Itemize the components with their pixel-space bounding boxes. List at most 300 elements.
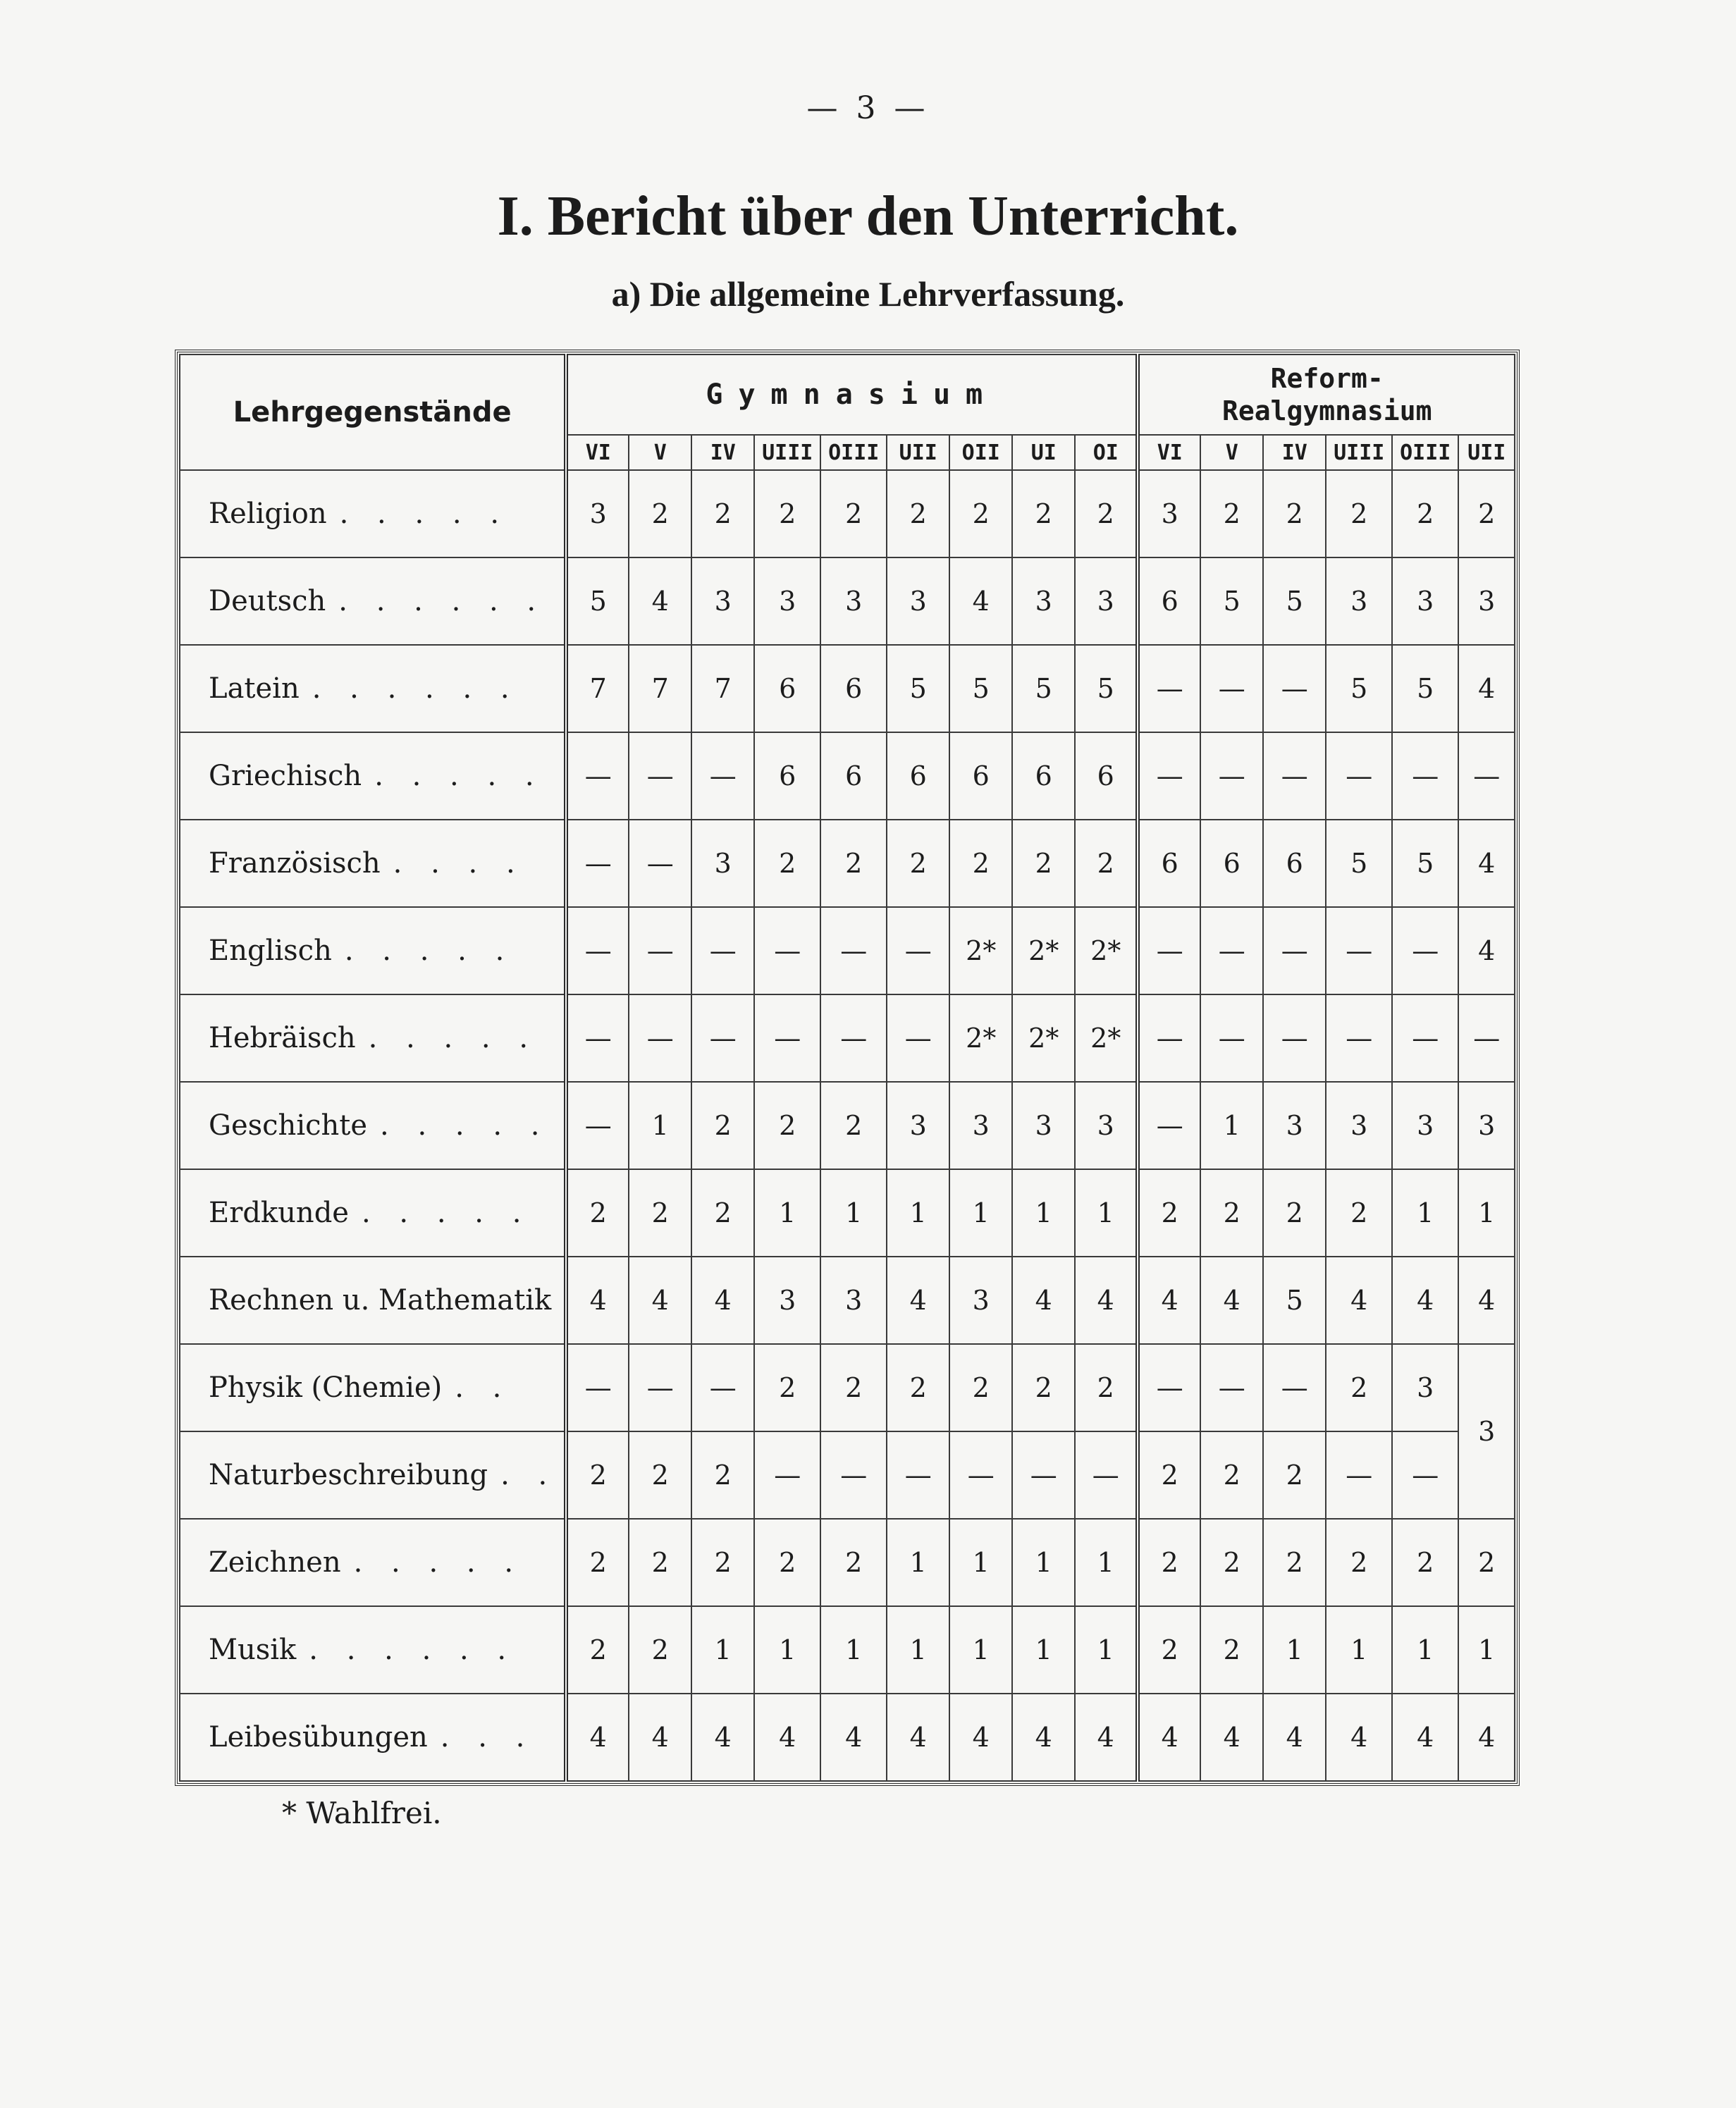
hours-cell: 2 — [820, 1519, 887, 1606]
hours-cell: 2 — [820, 1344, 887, 1431]
hours-cell: 2 — [1200, 470, 1263, 557]
table-row — [180, 1257, 1515, 1344]
column-header-gym-ui: UI — [1012, 435, 1075, 470]
page-title: I. Bericht über den Unterricht. — [497, 185, 1239, 247]
hours-cell: — — [629, 732, 691, 820]
hours-cell: 1 — [1458, 1169, 1515, 1257]
hours-cell: 2 — [1392, 1519, 1458, 1606]
hours-cell: — — [949, 1431, 1012, 1519]
subject-name: Geschichte — [209, 1109, 368, 1142]
hours-cell: — — [1012, 1431, 1075, 1519]
table-row — [180, 907, 1515, 994]
hours-cell: 6 — [1138, 557, 1200, 645]
hours-cell: — — [691, 994, 754, 1082]
leader-dots: . . . . . . — [312, 672, 519, 705]
hours-cell: 1 — [887, 1606, 949, 1694]
hours-cell: 5 — [1392, 820, 1458, 907]
hours-cell: — — [1138, 1082, 1200, 1169]
hours-cell: 2 — [1138, 1431, 1200, 1519]
hours-cell: 3 — [1326, 1082, 1392, 1169]
column-header-gym-v: V — [629, 435, 691, 470]
hours-cell: — — [1138, 1344, 1200, 1431]
reform-header-line2: Realgymnasium — [1222, 395, 1432, 426]
table-row — [180, 1082, 1515, 1169]
hours-cell: 5 — [1326, 645, 1392, 732]
subject-name: Latein — [209, 672, 300, 705]
hours-cell: 2 — [1326, 470, 1392, 557]
table-row — [180, 1344, 1515, 1431]
column-header-gym-uiii: UIII — [754, 435, 820, 470]
hours-cell: 2 — [566, 1519, 629, 1606]
subject-name: Musik — [209, 1634, 297, 1666]
subject-cell — [180, 1519, 566, 1606]
hours-cell: 2 — [754, 820, 820, 907]
hours-cell: 2 — [1138, 1169, 1200, 1257]
table-row — [180, 470, 1515, 557]
hours-cell: — — [1138, 645, 1200, 732]
hours-cell: — — [1200, 645, 1263, 732]
hours-cell: 6 — [1075, 732, 1138, 820]
hours-cell: 4 — [1012, 1257, 1075, 1344]
hours-cell: 6 — [820, 732, 887, 820]
hours-cell: 3 — [1392, 1082, 1458, 1169]
hours-cell: 2 — [754, 1082, 820, 1169]
hours-cell: — — [691, 732, 754, 820]
hours-cell: 3 — [691, 557, 754, 645]
hours-cell: 2 — [1012, 470, 1075, 557]
hours-cell: — — [820, 994, 887, 1082]
hours-cell: 2 — [566, 1606, 629, 1694]
hours-cell: — — [566, 732, 629, 820]
hours-cell: 4 — [691, 1257, 754, 1344]
hours-cell: 1 — [820, 1169, 887, 1257]
table-row — [180, 557, 1515, 645]
table-row — [180, 732, 1515, 820]
hours-cell: 5 — [887, 645, 949, 732]
hours-cell: 4 — [1200, 1694, 1263, 1781]
table-body — [180, 470, 1515, 1781]
hours-cell: 2 — [1075, 820, 1138, 907]
hours-cell: 4 — [1012, 1694, 1075, 1781]
hours-cell: — — [1392, 732, 1458, 820]
hours-cell: 1 — [1200, 1082, 1263, 1169]
subject-cell — [180, 820, 566, 907]
hours-cell: 2 — [1263, 1169, 1326, 1257]
subject-name: Physik (Chemie) — [209, 1372, 443, 1404]
hours-cell: 4 — [949, 557, 1012, 645]
hours-cell: — — [1138, 732, 1200, 820]
page-subtitle: a) Die allgemeine Lehrverfassung. — [611, 274, 1125, 314]
hours-cell: — — [1263, 645, 1326, 732]
column-header-reform-uii: UII — [1458, 435, 1515, 470]
hours-cell: 2* — [949, 907, 1012, 994]
hours-cell: 3 — [1392, 557, 1458, 645]
subject-name: Englisch — [209, 935, 332, 967]
hours-cell: 2 — [566, 1431, 629, 1519]
column-header-reform-uiii: UIII — [1326, 435, 1392, 470]
column-header-reform-vi: VI — [1138, 435, 1200, 470]
leader-dots: . . . . . — [361, 1197, 531, 1229]
hours-cell: 4 — [1326, 1694, 1392, 1781]
subject-cell — [180, 1431, 566, 1519]
hours-cell: 2 — [820, 470, 887, 557]
hours-cell: 7 — [566, 645, 629, 732]
hours-cell: 1 — [1392, 1606, 1458, 1694]
hours-cell: — — [887, 1431, 949, 1519]
hours-cell: 2* — [1012, 907, 1075, 994]
subject-cell — [180, 732, 566, 820]
footnote: * Wahlfrei. — [282, 1796, 442, 1830]
hours-cell: 4 — [1326, 1257, 1392, 1344]
leader-dots: . . . . — [393, 847, 525, 880]
hours-cell: 2* — [1075, 994, 1138, 1082]
hours-cell: — — [691, 907, 754, 994]
hours-cell: 2 — [1200, 1431, 1263, 1519]
hours-cell: 2 — [691, 1169, 754, 1257]
hours-cell-merged: 3 — [1458, 1344, 1515, 1519]
hours-cell: 2 — [629, 1606, 691, 1694]
table-row — [180, 1519, 1515, 1606]
hours-cell: 2 — [629, 1169, 691, 1257]
hours-cell: 2 — [1075, 1344, 1138, 1431]
hours-cell: 2 — [949, 1344, 1012, 1431]
hours-cell: 4 — [1458, 907, 1515, 994]
hours-cell: 6 — [1012, 732, 1075, 820]
hours-cell: 4 — [1458, 1257, 1515, 1344]
table-row — [180, 1169, 1515, 1257]
subject-name: Französisch — [209, 847, 381, 880]
hours-cell: 3 — [820, 1257, 887, 1344]
hours-cell: 1 — [887, 1169, 949, 1257]
hours-cell: 4 — [1075, 1694, 1138, 1781]
hours-cell: — — [1326, 994, 1392, 1082]
hours-cell: 3 — [887, 1082, 949, 1169]
hours-cell: 3 — [949, 1257, 1012, 1344]
hours-cell: 4 — [1263, 1694, 1326, 1781]
table-row — [180, 645, 1515, 732]
hours-cell: 1 — [949, 1519, 1012, 1606]
hours-cell: 5 — [1392, 645, 1458, 732]
hours-cell: 4 — [1200, 1257, 1263, 1344]
hours-cell: — — [566, 1082, 629, 1169]
hours-cell: 6 — [887, 732, 949, 820]
hours-cell: 5 — [1200, 557, 1263, 645]
hours-cell: 1 — [887, 1519, 949, 1606]
hours-cell: 2 — [1326, 1169, 1392, 1257]
hours-cell: 4 — [629, 557, 691, 645]
hours-cell: 4 — [1138, 1257, 1200, 1344]
hours-cell: 2 — [949, 820, 1012, 907]
hours-cell: 6 — [754, 645, 820, 732]
hours-cell: — — [566, 1344, 629, 1431]
hours-cell: 2 — [1012, 1344, 1075, 1431]
subject-name: Deutsch — [209, 585, 326, 617]
leader-dots: . . . . . — [380, 1109, 550, 1142]
hours-cell: 1 — [949, 1606, 1012, 1694]
hours-cell: 2 — [1263, 470, 1326, 557]
column-header-gym-oiii: OIII — [820, 435, 887, 470]
hours-cell: 4 — [949, 1694, 1012, 1781]
hours-cell: 2 — [887, 470, 949, 557]
subject-name: Religion — [209, 498, 327, 530]
hours-cell: 2 — [1138, 1606, 1200, 1694]
hours-cell: — — [1326, 1431, 1392, 1519]
hours-cell: 6 — [949, 732, 1012, 820]
hours-cell: 3 — [1138, 470, 1200, 557]
hours-cell: 3 — [754, 557, 820, 645]
column-header-gym-uii: UII — [887, 435, 949, 470]
hours-cell: 3 — [1458, 557, 1515, 645]
hours-cell: 2 — [949, 470, 1012, 557]
column-header-reform-v: V — [1200, 435, 1263, 470]
hours-cell: — — [1200, 907, 1263, 994]
hours-cell: 4 — [754, 1694, 820, 1781]
hours-cell: 4 — [1458, 1694, 1515, 1781]
hours-cell: 3 — [1458, 1082, 1515, 1169]
hours-cell: — — [1075, 1431, 1138, 1519]
hours-cell: — — [566, 820, 629, 907]
table-row — [180, 1694, 1515, 1781]
hours-cell: 1 — [1075, 1606, 1138, 1694]
hours-cell: — — [1326, 732, 1392, 820]
hours-cell: 1 — [1012, 1169, 1075, 1257]
hours-cell: 3 — [1012, 1082, 1075, 1169]
table-row — [180, 1606, 1515, 1694]
hours-cell: 5 — [949, 645, 1012, 732]
hours-cell: 1 — [1012, 1606, 1075, 1694]
hours-cell: 5 — [1263, 557, 1326, 645]
hours-cell: 7 — [691, 645, 754, 732]
hours-cell: 1 — [949, 1169, 1012, 1257]
page-number: — 3 — — [806, 90, 930, 126]
hours-cell: 2 — [1326, 1344, 1392, 1431]
hours-cell: 1 — [1012, 1519, 1075, 1606]
hours-cell: 2 — [887, 1344, 949, 1431]
hours-cell: — — [1458, 732, 1515, 820]
subject-name: Naturbeschreibung — [209, 1459, 488, 1491]
hours-cell: 2 — [1200, 1606, 1263, 1694]
hours-cell: 2 — [1200, 1519, 1263, 1606]
reform-header-line1: Reform- — [1270, 363, 1384, 394]
hours-cell: 2 — [887, 820, 949, 907]
column-header-gym-oii: OII — [949, 435, 1012, 470]
hours-cell: 3 — [566, 470, 629, 557]
hours-cell: 1 — [754, 1169, 820, 1257]
hours-cell: 2 — [1458, 470, 1515, 557]
hours-cell: 2 — [1012, 820, 1075, 907]
hours-cell: 1 — [1075, 1519, 1138, 1606]
hours-cell: 1 — [1392, 1169, 1458, 1257]
lehrverfassung-table — [179, 354, 1515, 1782]
hours-cell: 1 — [820, 1606, 887, 1694]
hours-cell: 2 — [1263, 1519, 1326, 1606]
hours-cell: 1 — [1075, 1169, 1138, 1257]
hours-cell: — — [566, 907, 629, 994]
hours-cell: 1 — [1263, 1606, 1326, 1694]
hours-cell: 2 — [1392, 470, 1458, 557]
subject-cell — [180, 994, 566, 1082]
column-header-gym-oi: OI — [1075, 435, 1138, 470]
hours-cell: — — [629, 1344, 691, 1431]
hours-cell: 5 — [1012, 645, 1075, 732]
hours-cell: — — [691, 1344, 754, 1431]
hours-cell: 1 — [1458, 1606, 1515, 1694]
subject-cell — [180, 645, 566, 732]
subject-cell — [180, 907, 566, 994]
hours-cell: 4 — [1458, 820, 1515, 907]
hours-cell: — — [754, 994, 820, 1082]
hours-cell: — — [754, 1431, 820, 1519]
table-row — [180, 994, 1515, 1082]
hours-cell: 4 — [1392, 1694, 1458, 1781]
hours-cell: 3 — [691, 820, 754, 907]
hours-cell: 4 — [1138, 1694, 1200, 1781]
subject-name: Erdkunde — [209, 1197, 349, 1229]
subject-cell — [180, 1344, 566, 1431]
hours-cell: 2* — [1012, 994, 1075, 1082]
hours-cell: 2 — [1326, 1519, 1392, 1606]
subject-cell — [180, 1257, 566, 1344]
hours-cell: 3 — [820, 557, 887, 645]
hours-cell: 4 — [566, 1694, 629, 1781]
column-header-reform-oiii: OIII — [1392, 435, 1458, 470]
reform-group-header — [1138, 355, 1515, 435]
hours-cell: 3 — [1075, 557, 1138, 645]
hours-cell: 2 — [820, 820, 887, 907]
table-row — [180, 820, 1515, 907]
hours-cell: 1 — [691, 1606, 754, 1694]
leader-dots: . . — [500, 1459, 558, 1491]
hours-cell: 3 — [1012, 557, 1075, 645]
subject-name: Rechnen u. Mathematik — [209, 1284, 552, 1317]
hours-cell: 4 — [629, 1257, 691, 1344]
hours-cell: — — [1138, 907, 1200, 994]
hours-cell: 2 — [1138, 1519, 1200, 1606]
subject-cell — [180, 1169, 566, 1257]
subject-column-header: Lehrgegenstände — [180, 355, 566, 470]
hours-cell: 2 — [691, 1519, 754, 1606]
hours-cell: — — [1263, 1344, 1326, 1431]
hours-cell: 4 — [820, 1694, 887, 1781]
hours-cell: 4 — [1075, 1257, 1138, 1344]
hours-cell: 2 — [1458, 1519, 1515, 1606]
subject-cell — [180, 1694, 566, 1781]
hours-cell: 2 — [691, 1431, 754, 1519]
leader-dots: . . . . . — [339, 498, 510, 530]
hours-cell: 3 — [1263, 1082, 1326, 1169]
column-header-gym-vi: VI — [566, 435, 629, 470]
hours-cell: — — [887, 994, 949, 1082]
gymnasium-group-header: Gymnasium — [566, 355, 1138, 435]
hours-cell: — — [754, 907, 820, 994]
hours-cell: 2 — [754, 1519, 820, 1606]
subject-name: Zeichnen — [209, 1546, 341, 1579]
leader-dots: . . — [455, 1372, 512, 1404]
hours-cell: 2 — [1263, 1431, 1326, 1519]
subject-name: Hebräisch — [209, 1022, 356, 1054]
hours-cell: 2* — [1075, 907, 1138, 994]
hours-cell: 2 — [691, 470, 754, 557]
subject-cell — [180, 470, 566, 557]
leader-dots: . . . — [440, 1721, 535, 1753]
hours-cell: 6 — [820, 645, 887, 732]
hours-cell: 2 — [566, 1169, 629, 1257]
leader-dots: . . . . . — [368, 1022, 538, 1054]
subject-cell — [180, 557, 566, 645]
hours-cell: 2 — [754, 470, 820, 557]
lehrverfassung-table-frame — [175, 350, 1520, 1786]
subject-cell — [180, 1082, 566, 1169]
hours-cell: 2 — [1075, 470, 1138, 557]
hours-cell: 5 — [1263, 1257, 1326, 1344]
hours-cell: — — [1138, 994, 1200, 1082]
hours-cell: — — [1392, 907, 1458, 994]
hours-cell: 4 — [566, 1257, 629, 1344]
hours-cell: 3 — [754, 1257, 820, 1344]
hours-cell: — — [820, 1431, 887, 1519]
hours-cell: — — [629, 994, 691, 1082]
hours-cell: — — [1326, 907, 1392, 994]
hours-cell: 2 — [754, 1344, 820, 1431]
subject-cell — [180, 1606, 566, 1694]
hours-cell: 4 — [691, 1694, 754, 1781]
hours-cell: — — [629, 820, 691, 907]
hours-cell: 1 — [629, 1082, 691, 1169]
hours-cell: 7 — [629, 645, 691, 732]
hours-cell: 3 — [949, 1082, 1012, 1169]
hours-cell: 4 — [1458, 645, 1515, 732]
hours-cell: — — [1263, 907, 1326, 994]
hours-cell: 2 — [629, 1431, 691, 1519]
hours-cell: 4 — [887, 1694, 949, 1781]
hours-cell: 5 — [1326, 820, 1392, 907]
subject-name: Leibesübungen — [209, 1721, 428, 1753]
hours-cell: — — [1263, 732, 1326, 820]
hours-cell: 2 — [629, 1519, 691, 1606]
leader-dots: . . . . . . — [309, 1634, 517, 1666]
hours-cell: — — [629, 907, 691, 994]
hours-cell: — — [1200, 732, 1263, 820]
hours-cell: 6 — [1263, 820, 1326, 907]
hours-cell: 4 — [1392, 1257, 1458, 1344]
hours-cell: 2 — [629, 470, 691, 557]
hours-cell: — — [1263, 994, 1326, 1082]
hours-cell: 5 — [1075, 645, 1138, 732]
hours-cell: — — [820, 907, 887, 994]
hours-cell: — — [566, 994, 629, 1082]
hours-cell: 3 — [1326, 557, 1392, 645]
leader-dots: . . . . . . — [338, 585, 546, 617]
hours-cell: 3 — [1075, 1082, 1138, 1169]
hours-cell: — — [1458, 994, 1515, 1082]
hours-cell: 6 — [1138, 820, 1200, 907]
hours-cell: — — [887, 907, 949, 994]
hours-cell: — — [1392, 1431, 1458, 1519]
leader-dots: . . . . . — [374, 760, 544, 792]
hours-cell: — — [1200, 1344, 1263, 1431]
hours-cell: 5 — [566, 557, 629, 645]
hours-cell: 1 — [754, 1606, 820, 1694]
hours-cell: — — [1392, 994, 1458, 1082]
hours-cell: 2 — [1200, 1169, 1263, 1257]
leader-dots: . . . . . — [344, 935, 515, 967]
hours-cell: 1 — [1326, 1606, 1392, 1694]
column-header-gym-iv: IV — [691, 435, 754, 470]
column-header-reform-iv: IV — [1263, 435, 1326, 470]
subject-name: Griechisch — [209, 760, 362, 792]
hours-cell: 3 — [1392, 1344, 1458, 1431]
hours-cell: 2* — [949, 994, 1012, 1082]
